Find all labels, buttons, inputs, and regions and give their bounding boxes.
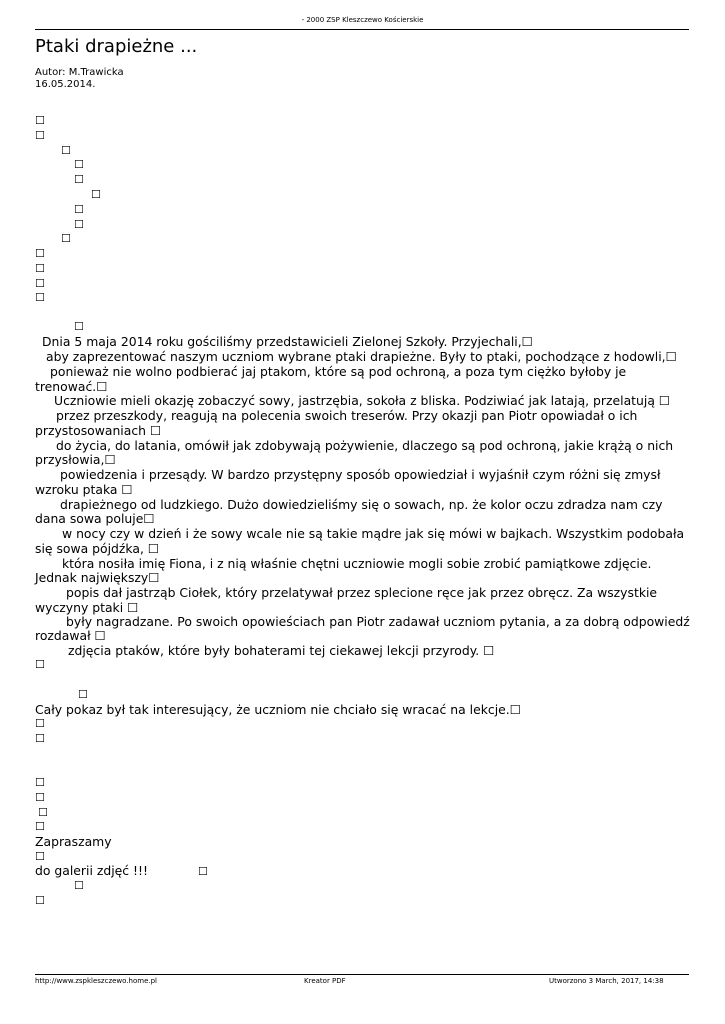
- body-line: która nosiła imię Fiona, i z nią właśnie chętni uczniowie mogli sobie zrobić pamiątkowe zdjęcie.: [62, 556, 652, 571]
- placeholder-glyph: ☐: [35, 732, 45, 745]
- placeholder-glyph: ☐: [35, 820, 45, 833]
- body-line: ponieważ nie wolno podbierać jaj ptakom, które są pod ochroną, a poza tym ciężko byłoby je: [50, 364, 627, 379]
- placeholder-glyph: ☐: [35, 129, 45, 142]
- body-line: przysłowia,☐: [35, 452, 116, 467]
- placeholder-glyph: ☐: [61, 144, 71, 157]
- body-line: przystosowaniach ☐: [35, 423, 162, 438]
- placeholder-glyph: ☐: [78, 688, 88, 701]
- summary-line: Cały pokaz był tak interesujący, że uczniom nie chciało się wracać na lekcje.☐: [35, 702, 521, 717]
- footer-created: Utworzono 3 March, 2017, 14:38: [549, 977, 664, 985]
- invite-line: Zapraszamy: [35, 834, 112, 849]
- body-line: Dnia 5 maja 2014 roku gościliśmy przedstawicieli Zielonej Szkoły. Przyjechali,☐: [42, 334, 533, 349]
- gallery-link-text[interactable]: do galerii zdjęć !!!: [35, 863, 148, 878]
- placeholder-glyph: ☐: [35, 262, 45, 275]
- placeholder-glyph: ☐: [91, 188, 101, 201]
- placeholder-glyph: ☐: [74, 218, 84, 231]
- body-line: aby zaprezentować naszym uczniom wybrane ptaki drapieżne. Były to ptaki, pochodzące z hodowli,☐: [46, 349, 677, 364]
- placeholder-glyph: ☐: [198, 865, 208, 878]
- body-line: powiedzenia i przesądy. W bardzo przystępny sposób opowiedział i wyjaśnił czym różni się zmysł: [60, 467, 661, 482]
- footer-generator: Kreator PDF: [304, 977, 346, 985]
- body-line: przez przeszkody, reagują na polecenia swoich treserów. Przy okazji pan Piotr opowiadał o ich: [56, 408, 638, 423]
- placeholder-glyph: ☐: [74, 320, 84, 333]
- body-line: rozdawał ☐: [35, 628, 106, 643]
- body-line: Jednak największy☐: [35, 570, 160, 585]
- placeholder-glyph: ☐: [35, 277, 45, 290]
- body-line: drapieżnego od ludzkiego. Dużo dowiedzieliśmy się o sowach, np. że kolor oczu zdradza nam czy: [60, 497, 663, 512]
- date-line: 16.05.2014.: [35, 79, 96, 90]
- footer-divider: [35, 974, 689, 975]
- placeholder-glyph: ☐: [35, 791, 45, 804]
- body-line: zdjęcia ptaków, które były bohaterami tej ciekawej lekcji przyrody. ☐: [68, 643, 495, 658]
- author-line: Autor: M.Trawicka: [35, 67, 124, 78]
- placeholder-glyph: ☐: [35, 717, 45, 730]
- placeholder-glyph: ☐: [35, 658, 45, 671]
- body-line: trenować.☐: [35, 379, 108, 394]
- placeholder-glyph: ☐: [38, 806, 48, 819]
- footer-url: http://www.zspkleszczewo.home.pl: [35, 977, 157, 985]
- body-line: wyczyny ptaki ☐: [35, 600, 139, 615]
- body-line: wzroku ptaka ☐: [35, 482, 133, 497]
- body-line: Uczniowie mieli okazję zobaczyć sowy, jastrzębia, sokoła z bliska. Podziwiać jak latają, przelatują ☐: [54, 393, 670, 408]
- header-divider: [35, 29, 689, 30]
- body-line: do życia, do latania, omówił jak zdobywają pożywienie, dlaczego są pod ochroną, jakie krążą o nich: [56, 438, 674, 453]
- body-line: popis dał jastrząb Ciołek, który przelatywał przez splecione ręce jak przez obręcz. Za wszystkie: [66, 585, 658, 600]
- placeholder-glyph: ☐: [35, 850, 45, 863]
- body-line: w nocy czy w dzień i że sowy wcale nie są takie mądre jak się mówi w bajkach. Wszystkim podobała: [62, 526, 685, 541]
- running-header: - 2000 ZSP Kleszczewo Kościerskie: [301, 16, 424, 24]
- placeholder-glyph: ☐: [74, 158, 84, 171]
- placeholder-glyph: ☐: [35, 776, 45, 789]
- body-line: były nagradzane. Po swoich opowieściach pan Piotr zadawał uczniom pytania, a za dobrą odpowiedź: [66, 614, 690, 629]
- placeholder-glyph: ☐: [61, 232, 71, 245]
- placeholder-glyph: ☐: [74, 173, 84, 186]
- body-line: się sowa pójdźka, ☐: [35, 541, 159, 556]
- placeholder-glyph: ☐: [35, 894, 45, 907]
- placeholder-glyph: ☐: [35, 291, 45, 304]
- placeholder-glyph: ☐: [74, 879, 84, 892]
- page-title: Ptaki drapieżne ...: [35, 36, 198, 57]
- placeholder-glyph: ☐: [74, 203, 84, 216]
- placeholder-glyph: ☐: [35, 114, 45, 127]
- body-line: dana sowa poluje☐: [35, 511, 155, 526]
- placeholder-glyph: ☐: [35, 247, 45, 260]
